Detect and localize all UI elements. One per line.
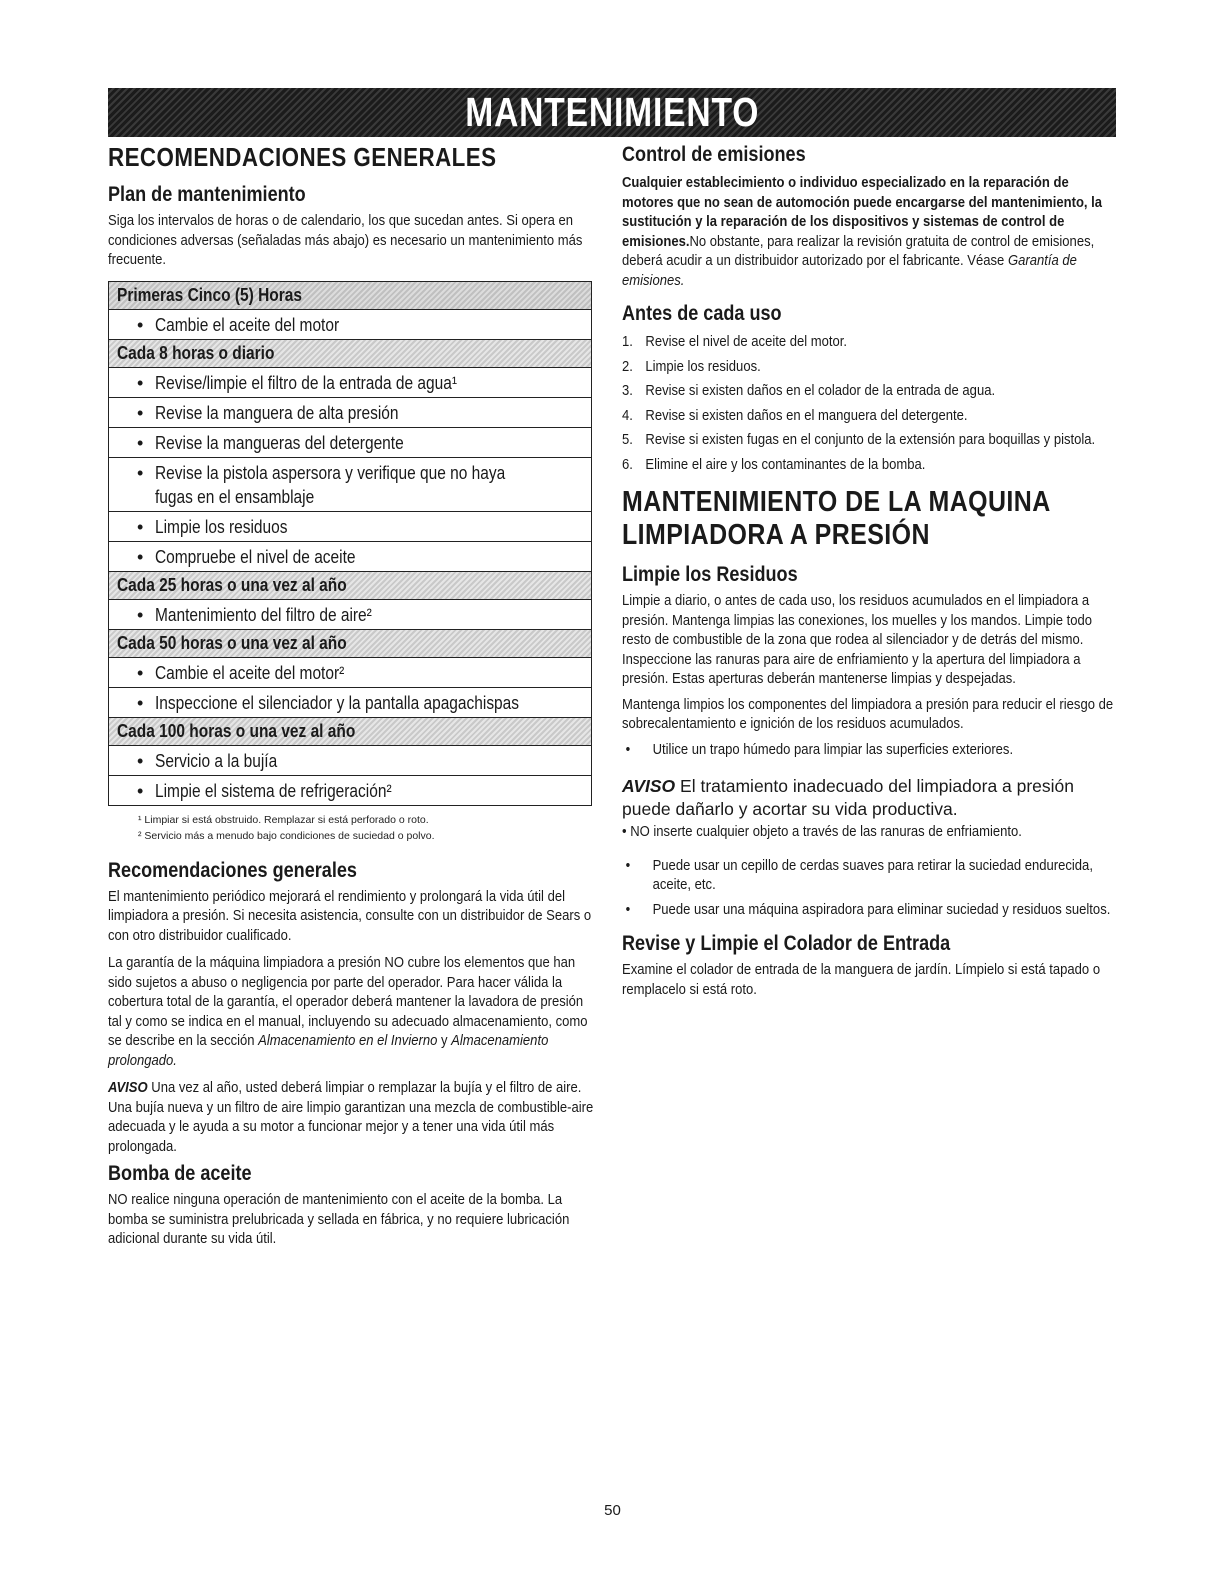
heading-inlet-strainer: Revise y Limpie el Colador de Entrada [622, 932, 951, 955]
list-item: 3. Revise si existen daños en el colador de la entrada de agua. [622, 383, 996, 399]
maintenance-schedule-table [108, 281, 592, 806]
schedule-item: • Servicio a la bujía [109, 746, 591, 776]
inlet-strainer-text: Examine el colador de entrada de la manguera de jardín. Límpielo si está tapado o remplacelo si está roto. [622, 962, 1101, 998]
schedule-item: • Revise la manguera de alta presión [109, 398, 591, 428]
list-item: • Puede usar un cepillo de cerdas suaves para retirar la suciedad endurecida, aceite, etc. [625, 857, 1093, 893]
before-use-list [622, 333, 1115, 475]
aviso-bullet: • NO inserte cualquier objeto a través de las ranuras de enfriamiento. [622, 824, 1022, 840]
heading-oil-pump: Bomba de aceite [108, 1162, 252, 1185]
list-item: 4. Revise si existen daños en el manguera del detergente. [622, 407, 968, 424]
oil-pump-text: NO realice ninguna operación de mantenimiento con el aceite de la bomba. La bomba se suministra prelubricada y sellada en fábrica, y no requiere lubricación adicional durante su vida útil. [108, 1192, 570, 1247]
schedule-header: Primeras Cinco (5) Horas [109, 282, 591, 310]
debris-paragraph-2: Mantenga limpios los componentes del limpiadora a presión para reducir el riesgo de sobrecalentamiento e ignición de los residuos acumulados. [622, 696, 1114, 732]
aviso-paragraph: AVISO Una vez al año, usted deberá limpiar o remplazar la bujía y el filtro de aire. Una bujía nueva y un filtro de aire limpio garantizan una mezcla de combustible-aire adecuada y le ayuda a su motor a funcionar mejor y a tener una vida útil más prolongada. [108, 1080, 594, 1155]
heading-maintenance-plan: Plan de mantenimiento [108, 183, 306, 206]
section-banner [108, 88, 1116, 137]
schedule-item: • Revise/limpie el filtro de la entrada de agua¹ [109, 368, 591, 398]
aviso-notice: AVISO El tratamiento inadecuado del limpiadora a presión puede dañarlo y acortar su vida productiva. [622, 776, 1075, 819]
schedule-item: • Revise la mangueras del detergente [109, 428, 591, 458]
schedule-header: Cada 100 horas o una vez al año [109, 718, 591, 746]
schedule-item: • Compruebe el nivel de aceite [109, 542, 591, 572]
aviso-label: AVISO [108, 1080, 148, 1096]
schedule-header: Cada 25 horas o una vez al año [109, 572, 591, 600]
list-item: 5. Revise si existen fugas en el conjunto de la extensión para boquillas y pistola. [622, 432, 1096, 448]
schedule-header: Cada 50 horas o una vez al año [109, 630, 591, 658]
heading-general-recommendations: RECOMENDACIONES GENERALES [108, 142, 497, 172]
list-item: 6. Elimine el aire y los contaminantes de la bomba. [622, 456, 926, 473]
debris-bullets [622, 741, 1115, 761]
schedule-item: • Revise la pistola aspersora y verifique que no haya fugas en el ensamblaje [109, 458, 591, 512]
emissions-text: Cualquier establecimiento o individuo especializado en la reparación de motores que no sean de automoción puede encargarse del mantenimiento, la sustitución y la reparación de los dispositivos y sistemas de control de emisiones.No obstante, para realizar la revisión gratuita de control de emisiones, deberá acudir a un distribuidor autorizado por el fabricante. Véase Garantía de emisiones. [622, 175, 1103, 289]
list-item: 1. Revise el nivel de aceite del motor. [622, 334, 848, 350]
aviso-label: AVISO [622, 776, 676, 796]
banner-title: MANTENIMIENTO [465, 89, 759, 135]
left-column [108, 142, 596, 1250]
recommendations-paragraph-2: La garantía de la máquina limpiadora a presión NO cubre los elementos que han sido sujetos a abuso o negligencia por parte del operador. Para hacer válida la cobertura total de la garantía, el operador deberá mantener la lavadora de presión tal y como se indica en el manual, incluyendo su adecuado almacenamiento, como se describe en la sección Almacenamiento en el Invierno y Almacenamiento prolongado. [108, 955, 588, 1069]
heading-machine-maintenance: MANTENIMIENTO DE LA MAQUINA [622, 486, 1051, 518]
schedule-header: Cada 8 horas o diario [109, 340, 591, 368]
heading-clean-debris: Limpie los Residuos [622, 563, 798, 586]
schedule-item: • Mantenimiento del filtro de aire² [109, 600, 591, 630]
list-item: • Utilice un trapo húmedo para limpiar las superficies exteriores. [625, 741, 1014, 758]
schedule-item: • Cambie el aceite del motor [109, 310, 591, 340]
heading-machine-maintenance-line2: LIMPIADORA A PRESIÓN [622, 519, 930, 551]
schedule-item: • Limpie el sistema de refrigeración² [137, 780, 392, 801]
cleaning-tips-list [622, 857, 1115, 921]
list-item: 2. Limpie los residuos. [622, 358, 761, 375]
list-item: • Puede usar una máquina aspiradora para eliminar suciedad y residuos sueltos. [625, 901, 1111, 918]
heading-before-each-use: Antes de cada uso [622, 302, 782, 325]
recommendations-paragraph-1: El mantenimiento periódico mejorará el rendimiento y prolongará la vida útil del limpiadora a presión. Si necesita asistencia, consulte con un distribuidor de Sears o con otro distribuidor cualificado. [108, 888, 592, 944]
heading-recommendations: Recomendaciones generales [108, 858, 357, 882]
schedule-item: • Cambie el aceite del motor² [109, 658, 591, 688]
footnote-2: ² Servicio más a menudo bajo condiciones de suciedad o polvo. [138, 829, 435, 842]
page-number: 50 [604, 1502, 621, 1519]
footnote-1: ¹ Limpiar si está obstruido. Remplazar si está perforado o roto. [138, 813, 429, 826]
schedule-item: • Limpie los residuos [109, 512, 591, 542]
right-column [622, 142, 1116, 1000]
schedule-item: • Inspeccione el silenciador y la pantalla apagachispas [109, 688, 591, 718]
plan-text: Siga los intervalos de horas o de calendario, los que sucedan antes. Si opera en condiciones adversas (señaladas más abajo) es necesario un mantenimiento más frecuente. [108, 213, 583, 268]
debris-paragraph-1: Limpie a diario, o antes de cada uso, los residuos acumulados en el limpiadora a presión. Mantenga limpias las conexiones, los muelles y los mandos. Limpie todo resto de combustible de la zona que rodea al silenciador y de detrás del mismo. Inspeccione las ranuras para aire de enfriamiento y la apertura del limpiadora a presión. Estas aperturas deberán mantenerse limpias y despejadas. [622, 593, 1093, 687]
heading-emissions-control: Control de emisiones [622, 143, 806, 166]
